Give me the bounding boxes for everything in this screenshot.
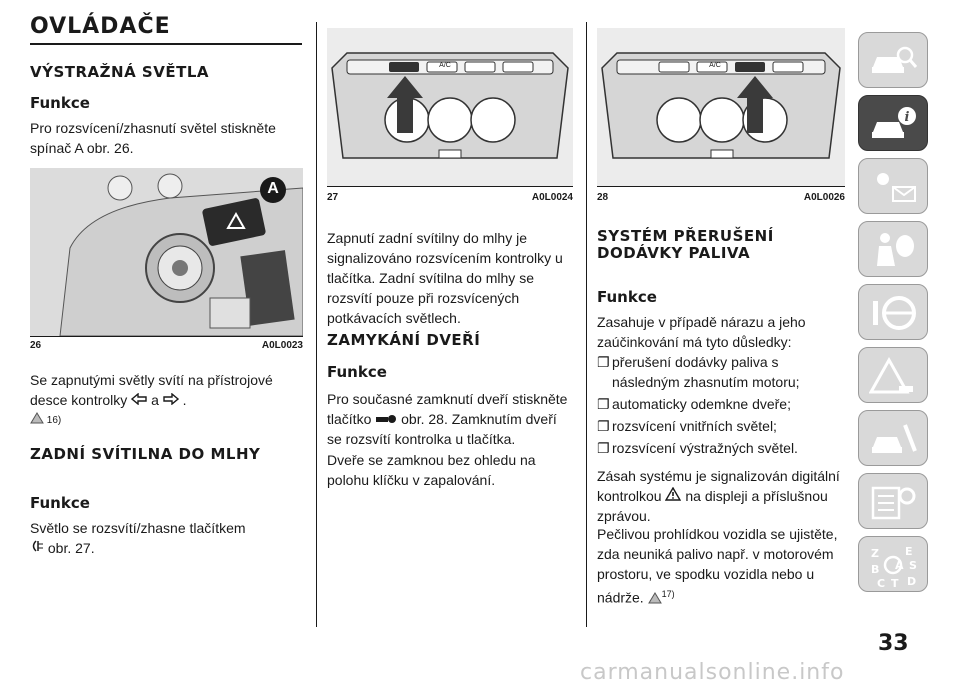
page-number: 33 — [878, 631, 909, 656]
car-wrench-icon — [869, 419, 919, 459]
figure-caption — [597, 192, 845, 203]
paragraph — [30, 370, 305, 410]
list-item — [597, 352, 845, 392]
index-letter: S — [909, 559, 917, 572]
figure-27 — [327, 28, 573, 187]
section-heading-fog: ZADNÍ SVÍTILNA DO MLHY — [30, 445, 261, 463]
text: Zásah systému je signalizován digitální kontrolkou — [597, 468, 840, 504]
warning-triangle-icon — [665, 487, 681, 501]
right-arrow-indicator-icon — [163, 393, 179, 405]
car-info-icon — [869, 104, 919, 144]
text: obr. 28. Zamknutím dveří se rozsvítí kontrolka u tlačítka. — [327, 411, 557, 447]
tab-warning-triangle[interactable] — [858, 347, 928, 403]
dashboard-lights-icon — [869, 167, 919, 207]
section-heading-hazard: VÝSTRAŽNÁ SVĚTLA — [30, 63, 209, 81]
column-divider — [586, 22, 587, 627]
tab-car-wrench[interactable] — [858, 410, 928, 466]
rear-fog-light-icon — [30, 539, 44, 553]
text: Pro současné zamknutí dveří stiskněte tlačítko — [327, 391, 568, 427]
text: Světlo se rozsvítí/zhasne tlačítkem — [30, 520, 246, 536]
paragraph — [327, 389, 575, 449]
paragraph: Dveře se zamknou bez ohledu na polohu klíčku v zapalování. — [327, 452, 536, 488]
key-lock-icon — [375, 414, 397, 424]
svg-text:i: i — [904, 110, 910, 125]
figure-number: 28 — [597, 192, 609, 203]
figure-code: A0L0026 — [803, 192, 845, 203]
checkbox-bullet: ❐ — [597, 440, 610, 456]
index-letters-icon — [869, 545, 919, 589]
chapter-tabs — [858, 32, 928, 599]
tab-index[interactable] — [858, 536, 928, 592]
tab-car-search[interactable] — [858, 32, 928, 88]
warning-icon — [648, 592, 662, 604]
figure-code: A0L0023 — [261, 340, 303, 351]
column-divider — [316, 22, 317, 627]
dashboard-panel-illustration — [597, 28, 845, 186]
figure-26 — [30, 168, 303, 337]
figure-caption — [30, 340, 303, 351]
list-item — [597, 394, 845, 414]
text: Pečlivou prohlídkou vozidla se ujistěte, zda neuniká palivo např. v motorovém prostoru, ve spodku vozidla nebo u nádrže. — [597, 526, 838, 606]
dashboard-panel-illustration — [327, 28, 573, 186]
index-letter: D — [907, 575, 917, 588]
tab-car-info[interactable] — [858, 95, 928, 151]
list-item-text: rozsvícení vnitřních světel; — [612, 418, 777, 434]
subheading-function: Funkce — [597, 288, 657, 306]
text: obr. 27. — [47, 540, 95, 556]
paragraph — [30, 518, 305, 558]
tab-steering-wheel[interactable] — [858, 284, 928, 340]
callout-label-a: A — [267, 180, 279, 197]
section-heading-fuel: SYSTÉM PŘERUŠENÍ DODÁVKY PALIVA — [597, 227, 774, 262]
index-letter: E — [905, 545, 913, 558]
text: . — [182, 392, 187, 408]
text: a — [151, 392, 159, 408]
reference-number: 16) — [46, 415, 62, 426]
page-title: OVLÁDAČE — [30, 14, 302, 45]
subheading-function: Funkce — [327, 363, 387, 381]
airbag-person-icon — [869, 230, 919, 270]
bullet-list — [597, 352, 845, 458]
paragraph: Zasahuje v případě nárazu a jeho zaúčinkování má tyto důsledky: — [597, 314, 806, 350]
paragraph: Zapnutí zadní svítilny do mlhy je signalizováno rozsvícením kontrolky u tlačítka. Zadní svítilna do mlhy se rozsvítí pouze při rozsvícených potkávacích světlech. — [327, 230, 563, 326]
reference-number: 17) — [661, 589, 675, 599]
car-search-icon — [869, 41, 919, 81]
specs-gear-icon — [869, 482, 919, 522]
ac-label: A/C — [709, 62, 721, 69]
tab-dashboard-lights[interactable] — [858, 158, 928, 214]
checkbox-bullet: ❐ — [597, 354, 610, 370]
figure-28 — [597, 28, 845, 187]
paragraph: Pro rozsvícení/zhasnutí světel stiskněte spínač A obr. 26. — [30, 120, 276, 156]
watermark: carmanualsonline.info — [580, 660, 845, 685]
text: na displeji a příslušnou zprávou. — [597, 488, 828, 524]
index-letter: B — [871, 563, 880, 576]
list-item-text: automaticky odemkne dveře; — [612, 396, 791, 412]
warning-icon — [30, 412, 44, 424]
paragraph — [597, 466, 845, 526]
index-letter: C — [877, 577, 886, 589]
figure-code: A0L0024 — [531, 192, 573, 203]
tab-airbag-person[interactable] — [858, 221, 928, 277]
checkbox-bullet: ❐ — [597, 418, 610, 434]
section-heading-lock: ZAMYKÁNÍ DVEŘÍ — [327, 331, 481, 349]
figure-number: 27 — [327, 192, 339, 203]
figure-number: 26 — [30, 340, 42, 351]
text: Se zapnutými světly svítí na přístrojové desce kontrolky — [30, 372, 273, 408]
steering-wheel-icon — [869, 293, 919, 333]
left-arrow-indicator-icon — [131, 393, 147, 405]
figure-caption — [327, 192, 573, 203]
checkbox-bullet: ❐ — [597, 396, 610, 412]
index-letter: Z — [871, 547, 879, 560]
tab-specs-gear[interactable] — [858, 473, 928, 529]
list-item-text: přerušení dodávky paliva s následným zhasnutím motoru; — [612, 354, 800, 390]
index-letter: A — [895, 559, 904, 572]
hazard-switch-illustration — [30, 168, 303, 336]
warning-triangle-icon — [869, 356, 919, 396]
subheading-function: Funkce — [30, 94, 90, 112]
list-item-text: rozsvícení výstražných světel. — [612, 440, 798, 456]
paragraph — [597, 524, 845, 608]
ac-label: A/C — [439, 62, 451, 69]
subheading-function: Funkce — [30, 494, 90, 512]
index-letter: T — [891, 577, 899, 589]
warning-reference — [30, 412, 61, 426]
list-item — [597, 438, 845, 458]
list-item — [597, 416, 845, 436]
